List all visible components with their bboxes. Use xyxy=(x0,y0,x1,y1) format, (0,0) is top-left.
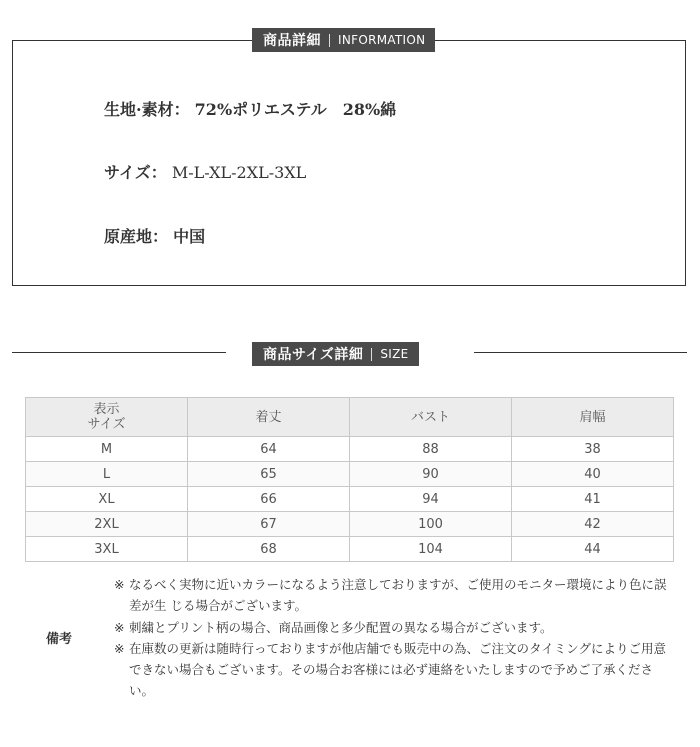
size-line xyxy=(104,160,306,183)
origin-value: 中国 xyxy=(173,227,206,246)
table-cell: XL xyxy=(26,487,188,512)
remarks-notes xyxy=(114,574,674,702)
note-text: なるべく実物に近いカラーになるよう注意しておりますが、ご使用のモニター環境により色に誤差が生 じる場合がございます。 xyxy=(129,577,667,614)
table-header-row xyxy=(26,398,674,437)
table-cell: M xyxy=(26,437,188,462)
column-header-size: 表示 サイズ xyxy=(26,398,188,437)
column-header-shoulder: 肩幅 xyxy=(512,398,674,437)
size-divider-right xyxy=(474,352,687,353)
table-cell: 3XL xyxy=(26,537,188,562)
note-mark: ※ xyxy=(114,640,125,656)
note-mark: ※ xyxy=(114,577,125,592)
table-row xyxy=(26,462,674,487)
note-text: 在庫数の更新は随時行っておりますが他店舗でも販売中の為、ご注文のタイミングによりご用意できない場合もございます。その場合お客様には必ず連絡をいたしますので予めご了承ください。 xyxy=(129,640,667,699)
material-label: 生地·素材： xyxy=(104,100,190,119)
remarks-label: 備考 xyxy=(46,632,73,647)
material-value: 72%ポリエステル 28%綿 xyxy=(194,100,397,119)
note-mark: ※ xyxy=(114,619,125,635)
table-row xyxy=(26,437,674,462)
column-header-length: 着丈 xyxy=(188,398,350,437)
origin-label: 原産地： xyxy=(104,227,169,246)
size-header-title: 商品サイズ詳細 xyxy=(263,347,364,363)
table-cell: 100 xyxy=(350,512,512,537)
table-cell: 38 xyxy=(512,437,674,462)
table-cell: 67 xyxy=(188,512,350,537)
table-cell: 2XL xyxy=(26,512,188,537)
table-row xyxy=(26,487,674,512)
table-cell: 42 xyxy=(512,512,674,537)
information-header-subtitle: INFORMATION xyxy=(338,33,426,47)
table-cell: 68 xyxy=(188,537,350,562)
table-cell: 104 xyxy=(350,537,512,562)
size-value: M-L-XL-2XL-3XL xyxy=(171,163,307,182)
table-cell: 64 xyxy=(188,437,350,462)
note-text: 刺繍とプリント柄の場合、商品画像と多少配置の異なる場合がございます。 xyxy=(129,619,553,635)
size-table xyxy=(25,397,674,562)
table-cell: 90 xyxy=(350,462,512,487)
material-line xyxy=(104,97,396,120)
size-header-subtitle: SIZE xyxy=(380,347,409,361)
size-header xyxy=(252,342,419,366)
column-header-bust: バスト xyxy=(350,398,512,437)
information-header xyxy=(252,28,435,52)
table-cell: 66 xyxy=(188,487,350,512)
note-item xyxy=(114,617,674,638)
table-cell: 40 xyxy=(512,462,674,487)
table-cell: L xyxy=(26,462,188,487)
table-cell: 88 xyxy=(350,437,512,462)
size-divider-left xyxy=(12,352,226,353)
note-item xyxy=(114,574,674,617)
size-label: サイズ： xyxy=(104,163,167,182)
information-header-title: 商品詳細 xyxy=(263,33,321,49)
table-cell: 44 xyxy=(512,537,674,562)
table-row xyxy=(26,537,674,562)
table-cell: 41 xyxy=(512,487,674,512)
note-item xyxy=(114,638,674,702)
table-cell: 94 xyxy=(350,487,512,512)
table-cell: 65 xyxy=(188,462,350,487)
origin-line xyxy=(104,224,205,247)
table-row xyxy=(26,512,674,537)
